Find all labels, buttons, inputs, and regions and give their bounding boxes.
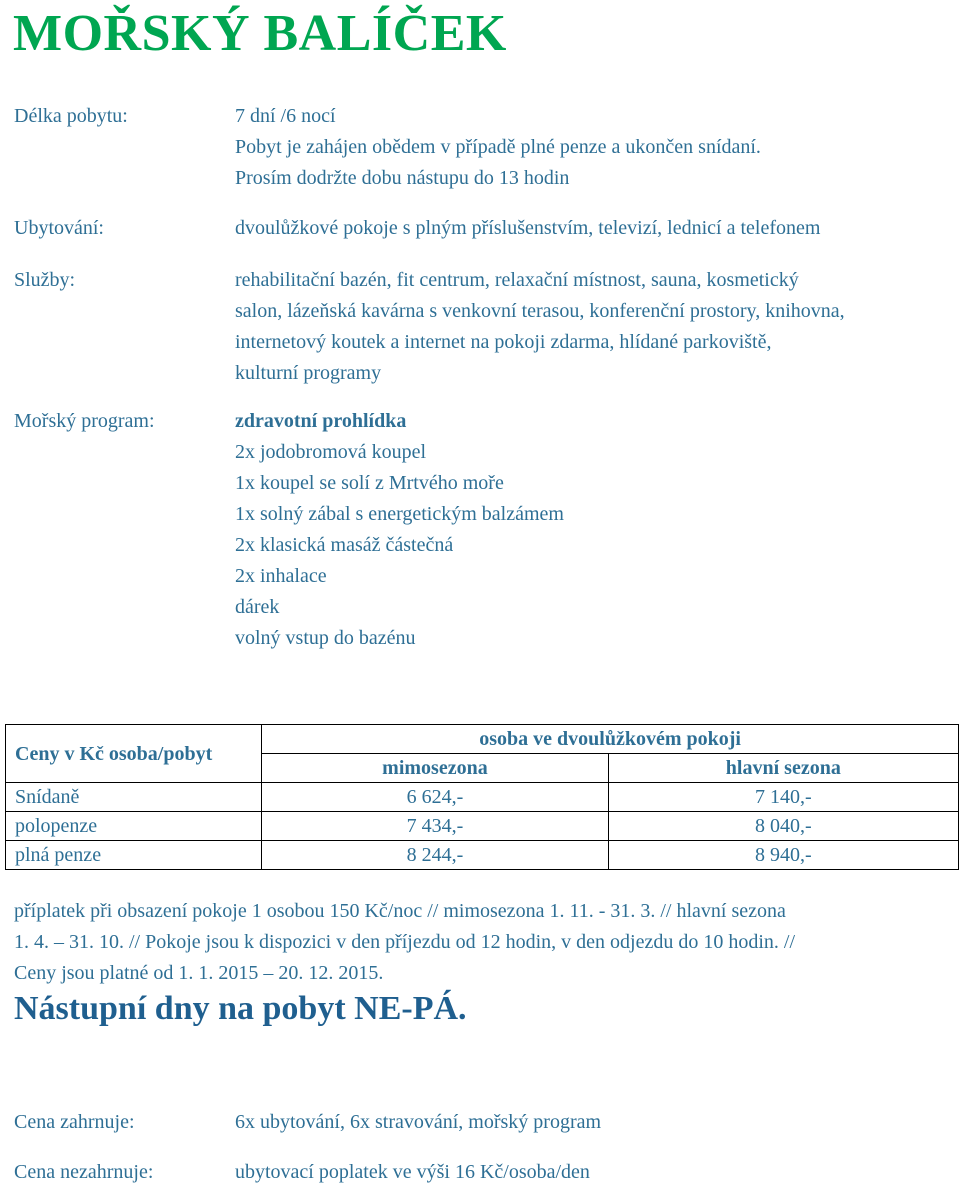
- services-line: internetový koutek a internet na pokoji zdarma, hlídané parkoviště,: [235, 331, 772, 353]
- group-header: osoba ve dvoulůžkovém pokoji: [262, 725, 959, 754]
- program-item: volný vstup do bazénu: [235, 627, 416, 649]
- accommodation-text: dvoulůžkové pokoje s plným příslušenstvím, televizí, lednicí a telefonem: [235, 217, 821, 239]
- program-item: 1x koupel se solí z Mrtvého moře: [235, 472, 504, 494]
- stay-label: Délka pobytu:: [14, 105, 128, 127]
- price-cell: 8 244,-: [262, 841, 608, 870]
- price-cell: 8 040,-: [608, 812, 958, 841]
- included-details: [235, 1107, 950, 1138]
- services-details: [235, 265, 950, 389]
- price-cell: 6 624,-: [262, 783, 608, 812]
- excluded-label: Cena nezahrnuje:: [14, 1161, 154, 1183]
- price-cell: 7 140,-: [608, 783, 958, 812]
- stay-line: Pobyt je zahájen obědem v případě plné penze a ukončen snídaní.: [235, 136, 761, 158]
- included-text: 6x ubytování, 6x stravování, mořský program: [235, 1111, 602, 1133]
- note-line: 1. 4. – 31. 10. // Pokoje jsou k dispozici v den příjezdu od 12 hodin, v den odjezdu do 10 hodin. //: [14, 931, 796, 953]
- table-row: [6, 841, 959, 870]
- excluded-details: [235, 1157, 950, 1188]
- program-item: 2x klasická masáž částečná: [235, 534, 454, 556]
- note-line: příplatek při obsazení pokoje 1 osobou 150 Kč/noc // mimosezona 1. 11. - 31. 3. // hlavní sezona: [14, 900, 786, 922]
- program-label: Mořský program:: [14, 410, 155, 432]
- stay-line: Prosím dodržte dobu nástupu do 13 hodin: [235, 167, 570, 189]
- page-title: MOŘSKÝ BALÍČEK: [13, 5, 507, 62]
- row-label: Snídaně: [6, 783, 262, 812]
- program-item: 1x solný zábal s energetickým balzámem: [235, 503, 564, 525]
- program-list: [235, 406, 950, 654]
- program-heading: zdravotní prohlídka: [235, 410, 407, 432]
- table-corner-header: Ceny v Kč osoba/pobyt: [6, 725, 262, 783]
- services-line: rehabilitační bazén, fit centrum, relaxační místnost, sauna, kosmetický: [235, 269, 799, 291]
- program-item: dárek: [235, 596, 280, 618]
- price-cell: 7 434,-: [262, 812, 608, 841]
- accommodation-label: Ubytování:: [14, 217, 104, 239]
- price-notes: [14, 896, 944, 989]
- stay-line: 7 dní /6 nocí: [235, 105, 336, 127]
- program-item: 2x inhalace: [235, 565, 327, 587]
- table-row: [6, 783, 959, 812]
- accommodation-details: [235, 213, 950, 244]
- services-label: Služby:: [14, 269, 76, 291]
- col-header-offseason: mimosezona: [262, 754, 608, 783]
- row-label: plná penze: [6, 841, 262, 870]
- note-line: Ceny jsou platné od 1. 1. 2015 – 20. 12. 2015.: [14, 962, 384, 984]
- row-label: polopenze: [6, 812, 262, 841]
- included-label: Cena zahrnuje:: [14, 1111, 135, 1133]
- price-table: [5, 724, 959, 870]
- stay-details: [235, 101, 950, 194]
- services-line: kulturní programy: [235, 362, 382, 384]
- col-header-mainseason: hlavní sezona: [608, 754, 958, 783]
- table-row: [6, 812, 959, 841]
- program-item: 2x jodobromová koupel: [235, 441, 427, 463]
- excluded-text: ubytovací poplatek ve výši 16 Kč/osoba/den: [235, 1161, 590, 1183]
- services-line: salon, lázeňská kavárna s venkovní terasou, konferenční prostory, knihovna,: [235, 300, 845, 322]
- price-cell: 8 940,-: [608, 841, 958, 870]
- table-header-row: [6, 725, 959, 754]
- arrival-days-heading: Nástupní dny na pobyt NE-PÁ.: [14, 990, 467, 1027]
